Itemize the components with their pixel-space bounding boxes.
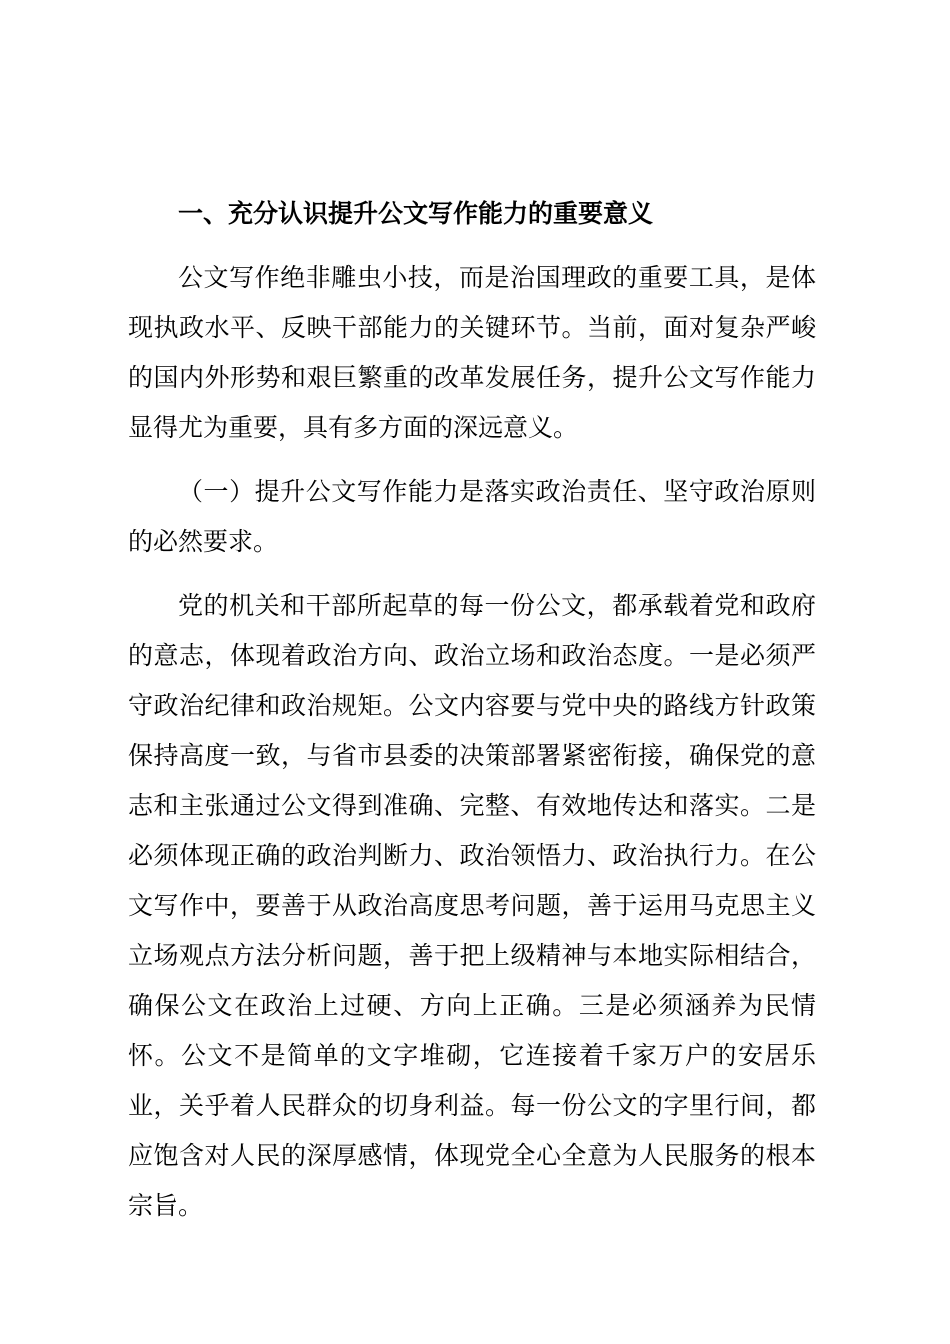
subsection-heading: （一）提升公文写作能力是落实政治责任、坚守政治原则的必然要求。 xyxy=(128,477,816,556)
document-page xyxy=(128,188,816,1231)
body-paragraph: 党的机关和干部所起草的每一份公文，都承载着党和政府的意志，体现着政治方向、政治立场和政治态度。一是必须严守政治纪律和政治规矩。公文内容要与党中央的路线方针政策保持高度一致，与省市县委的决策部署紧密衔接，确保党的意志和主张通过公文得到准确、完整、有效地传达和落实。二是必须体现正确的政治判断力、政治领悟力、政治执行力。在公文写作中，要善于从政治高度思考问题，善于运用马克思主义立场观点方法分析问题，善于把上级精神与本地实际相结合，确保公文在政治上过硬、方向上正确。三是必须涵养为民情怀。公文不是简单的文字堆砌，它连接着千家万户的安居乐业，关乎着人民群众的切身利益。每一份公文的字里行间，都应饱含对人民的深厚感情，体现党全心全意为人民服务的根本宗旨。 xyxy=(128,591,816,1220)
section-heading: 一、充分认识提升公文写作能力的重要意义 xyxy=(178,199,654,228)
intro-paragraph: 公文写作绝非雕虫小技，而是治国理政的重要工具，是体现执政水平、反映干部能力的关键环节。当前，面对复杂严峻的国内外形势和艰巨繁重的改革发展任务，提升公文写作能力显得尤为重要，具有多方面的深远意义。 xyxy=(128,263,816,442)
